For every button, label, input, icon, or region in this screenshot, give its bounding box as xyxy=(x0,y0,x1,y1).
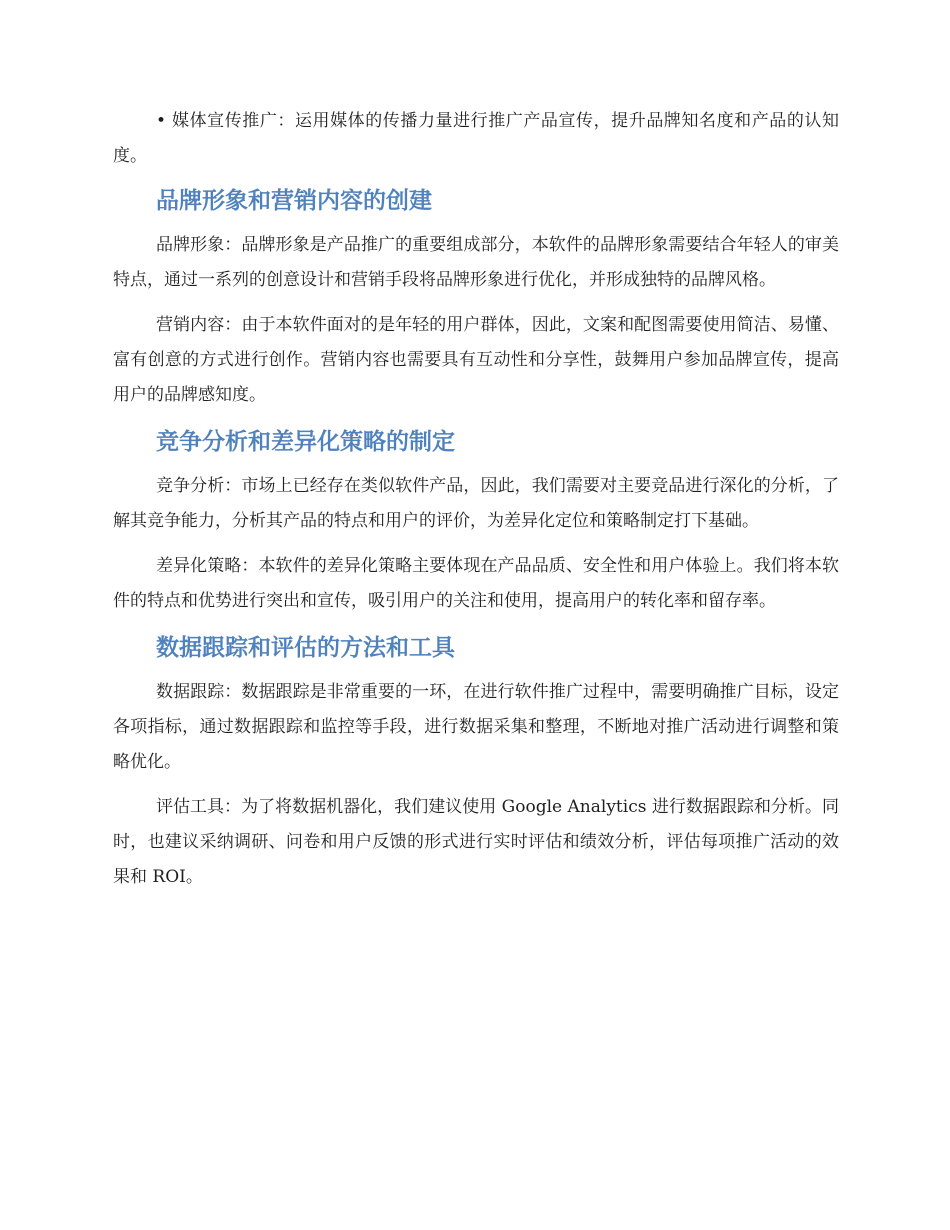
section-heading-data-tracking: 数据跟踪和评估的方法和工具 xyxy=(156,635,455,661)
section-heading-competition: 竞争分析和差异化策略的制定 xyxy=(156,429,455,455)
section-heading-brand: 品牌形象和营销内容的创建 xyxy=(156,188,432,214)
paragraph-competition-analysis: 竞争分析：市场上已经存在类似软件产品，因此，我们需要对主要竞品进行深化的分析，了解其竞争能力，分析其产品的特点和用户的评价，为差异化定位和策略制定打下基础。 xyxy=(113,476,839,531)
paragraph-marketing-content: 营销内容：由于本软件面对的是年轻的用户群体，因此，文案和配图需要使用简洁、易懂、富有创意的方式进行创作。营销内容也需要具有互动性和分享性，鼓舞用户参加品牌宣传，提高用户的品牌感知度。 xyxy=(113,315,839,405)
paragraph-brand-image: 品牌形象：品牌形象是产品推广的重要组成部分，本软件的品牌形象需要结合年轻人的审美特点，通过一系列的创意设计和营销手段将品牌形象进行优化，并形成独特的品牌风格。 xyxy=(113,235,839,290)
paragraph-data-tracking: 数据跟踪：数据跟踪是非常重要的一环，在进行软件推广过程中，需要明确推广目标，设定各项指标，通过数据跟踪和监控等手段，进行数据采集和整理，不断地对推广活动进行调整和策略优化。 xyxy=(113,682,839,772)
document-page xyxy=(113,104,839,905)
paragraph-differentiation-strategy: 差异化策略：本软件的差异化策略主要体现在产品品质、安全性和用户体验上。我们将本软件的特点和优势进行突出和宣传，吸引用户的关注和使用，提高用户的转化率和留存率。 xyxy=(113,556,839,611)
paragraph-evaluation-tools: 评估工具：为了将数据机器化，我们建议使用 Google Analytics 进行数据跟踪和分析。同时，也建议采纳调研、问卷和用户反馈的形式进行实时评估和绩效分析，评估每项推广活动的效果和 ROI。 xyxy=(113,797,839,887)
media-promotion-bullet: • 媒体宣传推广：运用媒体的传播力量进行推广产品宣传，提升品牌知名度和产品的认知度。 xyxy=(113,111,839,166)
